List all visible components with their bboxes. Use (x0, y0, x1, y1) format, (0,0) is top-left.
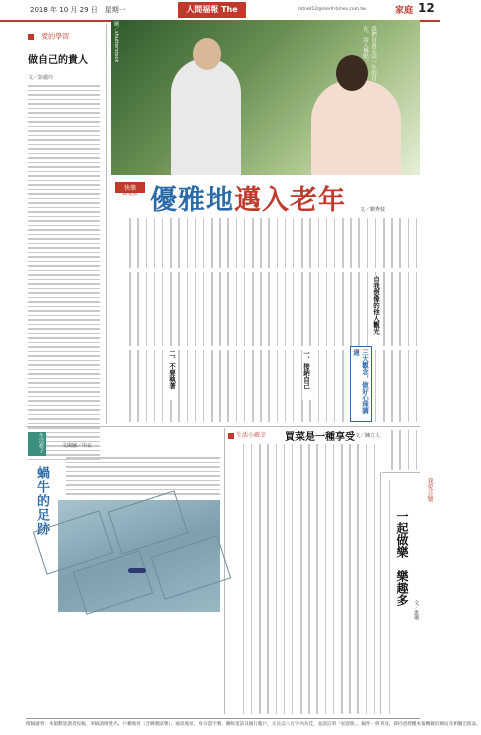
music-author: 文／惠珊 (413, 600, 419, 620)
snail-icon (128, 568, 146, 573)
page-number: 12 (418, 1, 435, 15)
music-body (383, 480, 393, 714)
continuation-body (383, 430, 420, 470)
feature-subhead: 自我想像的他人觀光 (372, 276, 381, 346)
column-divider (380, 472, 381, 714)
snail-author: 文與圖／中玄 (62, 443, 93, 449)
snail-photo (58, 500, 220, 612)
shopping-author: 文／陳立人 (355, 433, 381, 439)
submission-notice: 徵稿啟事：本版歡迎讀者投稿，來稿請附姓名、戶籍地址（含郵遞區號）、通訊地址、身分證字號、聯絡電話及銀行帳戶，文長以八百字內為佳，並請註明「家庭版」。稿件一經刊登，即同意授權本報轉載於網站及相關出版品。 (26, 718, 420, 728)
shopping-title: 買菜是一種享受 (285, 432, 355, 443)
contact-email: mtnet12@merit-times.com.tw (298, 7, 366, 12)
newspaper-logo: 人間福報 The (178, 2, 246, 18)
section-name: 家庭 (395, 6, 414, 16)
feature-author: 文／劉秀枝 (360, 207, 386, 213)
photo-credit: 圖／shutterstock (113, 21, 119, 63)
left-article (28, 26, 100, 463)
left-article-tag: 愛的學習 (28, 26, 100, 45)
snail-title: 蝸牛的足跡 (34, 466, 49, 536)
feature-tag: 快樂 (115, 182, 145, 193)
feature-subtag: 銀髮族 (122, 191, 138, 197)
tag-marker-icon (28, 34, 34, 40)
feature-subhead-boxed: 三大觀念，做好心理調適 (350, 346, 372, 422)
music-title: 一起做樂 樂趣多 (395, 510, 409, 606)
pull-quote: 我們自會走向一生的自在、詩人傳唱。 (362, 26, 376, 81)
feature-subhead: 二、不要執著 (168, 350, 177, 400)
snail-article (28, 432, 221, 612)
column-divider (106, 24, 107, 424)
snail-section-tag: 生活格子 (28, 432, 46, 456)
left-article-title: 做自己的貴人 (28, 55, 88, 66)
page-header (0, 0, 440, 22)
issue-date: 2018 年 10 月 29 日 星期一 (30, 6, 126, 14)
feature-body-row-1 (112, 218, 420, 268)
elderly-man-figure (171, 58, 241, 175)
feature-photo (111, 20, 420, 175)
feature-body-row-3 (112, 350, 420, 422)
music-section-tag: 我愛音樂 (426, 478, 433, 502)
left-article-author: 文／彭麗玲 (28, 75, 54, 81)
feature-title: 優雅地邁入老年 (150, 185, 346, 216)
snail-body (66, 454, 220, 498)
left-article-body (28, 85, 100, 460)
shopping-section-tag: 生活小確幸 (228, 430, 266, 439)
feature-subhead: 一、接納自己 (302, 350, 311, 400)
shopping-body (228, 444, 378, 714)
elderly-woman-figure (311, 80, 401, 175)
